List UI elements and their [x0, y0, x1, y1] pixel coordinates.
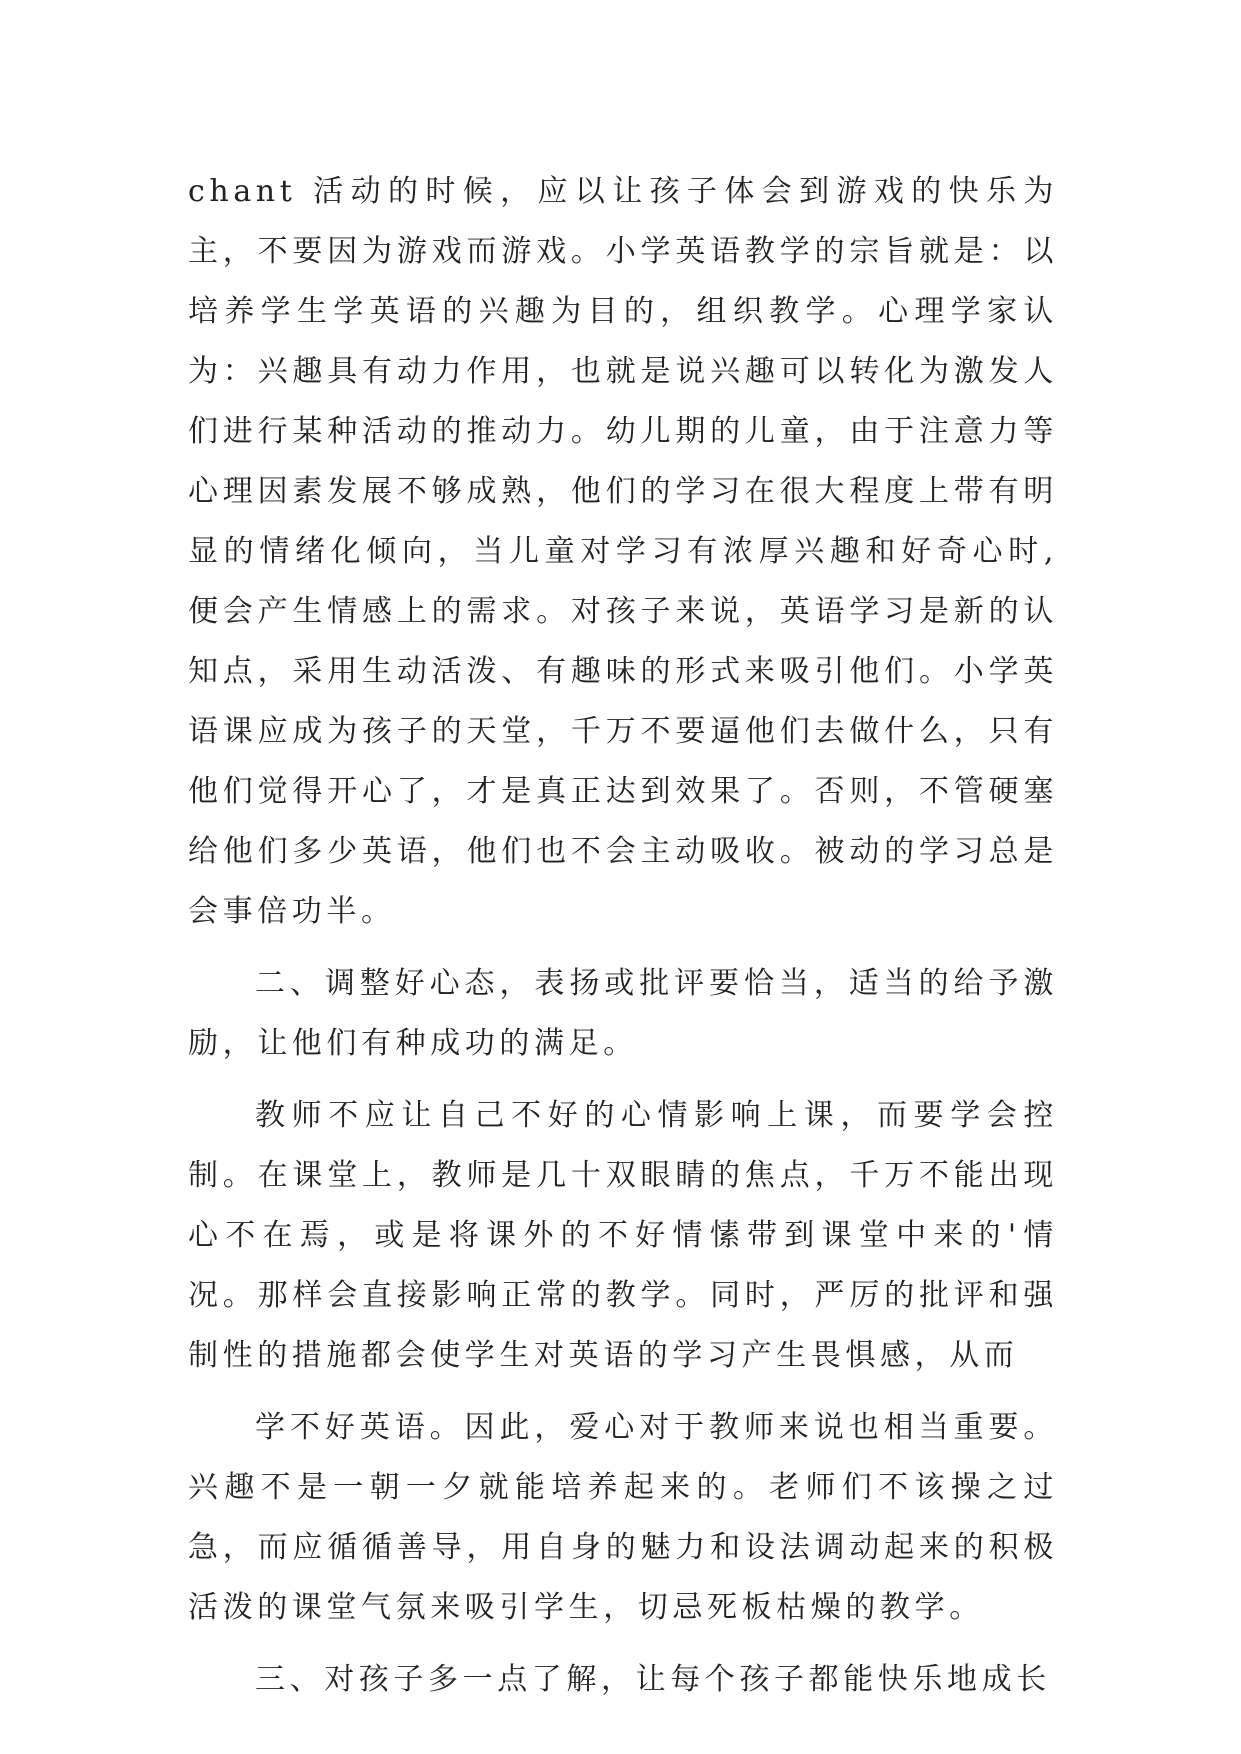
document-body — [188, 162, 1058, 1710]
paragraph-continuation: chant 活动的时候，应以让孩子体会到游戏的快乐为主，不要因为游戏而游戏。小学英语教学的宗旨就是：以培养学生学英语的兴趣为目的，组织教学。心理学家认为：兴趣具有动力作用，也就是说兴趣可以转化为激发人们进行某种活动的推动力。幼儿期的儿童，由于注意力等心理因素发展不够成熟，他们的学习在很大程度上带有明显的情绪化倾向，当儿童对学习有浓厚兴趣和好奇心时,便会产生情感上的需求。对孩子来说，英语学习是新的认知点，采用生动活泼、有趣味的形式来吸引他们。小学英语课应成为孩子的天堂，千万不要逼他们去做什么，只有他们觉得开心了，才是真正达到效果了。否则，不管硬塞给他们多少英语，他们也不会主动吸收。被动的学习总是会事倍功半。 — [188, 174, 1058, 929]
section-heading-three: 三、对孩子多一点了解，让每个孩子都能快乐地成长 — [255, 1662, 1051, 1697]
paragraph-love-and-interest: 学不好英语。因此，爱心对于教师来说也相当重要。兴趣不是一朝一夕就能培养起来的。老师们不该操之过急，而应循循善导，用自身的魅力和设法调动起来的积极活泼的课堂气氛来吸引学生，切忌死板枯燥的教学。 — [188, 1410, 1058, 1625]
section-heading-two: 二、调整好心态，表扬或批评要恰当，适当的给予激励，让他们有种成功的满足。 — [188, 966, 1058, 1061]
paragraph-teacher-mood: 教师不应让自己不好的心情影响上课，而要学会控制。在课堂上，教师是几十双眼睛的焦点，千万不能出现心不在焉，或是将课外的不好情愫带到课堂中来的'情况。那样会直接影响正常的教学。同时，严厉的批评和强制性的措施都会使学生对英语的学习产生畏惧感，从而 — [188, 1098, 1058, 1373]
